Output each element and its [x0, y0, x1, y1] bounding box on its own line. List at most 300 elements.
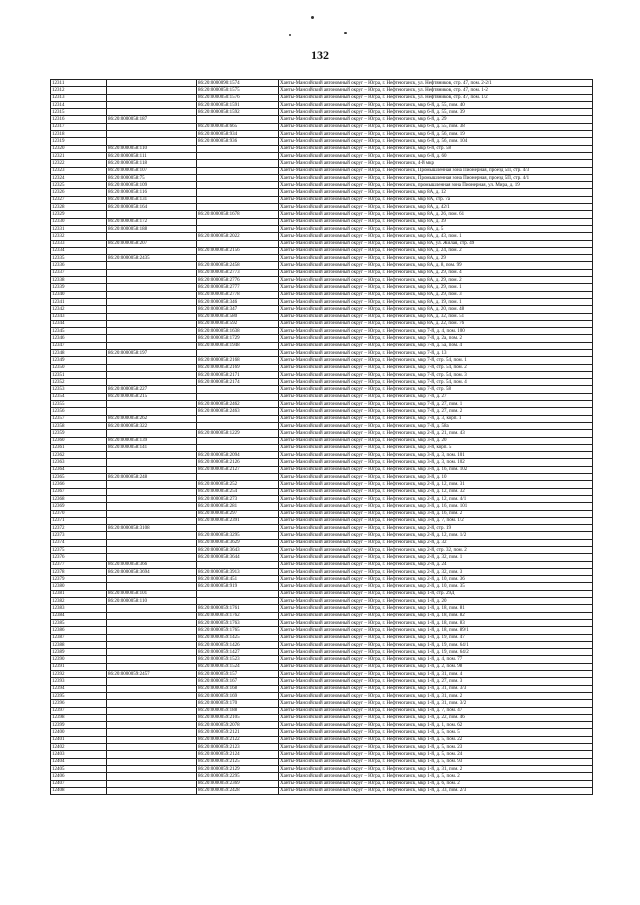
- table-row: [51, 787, 593, 794]
- room-cadastral-number-cell: 86:20:0000058:1592: [197, 109, 279, 116]
- room-cadastral-number-cell: 86:20:0000058:2458: [197, 262, 279, 269]
- cadastral-number-cell: [107, 371, 197, 378]
- address-cell: Ханты-Мансийский автономный округ – Югра, г. Нефтеюганск, мкр 1-й, д. 5, пом. 93: [279, 758, 593, 765]
- address-cell: Ханты-Мансийский автономный округ – Югра, г. Нефтеюганск, мкр 8А, д. 32, пом. 51: [279, 313, 593, 320]
- room-cadastral-number-cell: 86:20:0000058:3913: [197, 568, 279, 575]
- row-number-cell: 12340: [51, 291, 107, 298]
- address-cell: Ханты-Мансийский автономный округ – Югра, г. Нефтеюганск, мкр 8А, д. 43, пом. 1: [279, 233, 593, 240]
- address-cell: Ханты-Мансийский автономный округ – Югра, г. Нефтеюганск, мкр 7-й, д. 3, корп. 1: [279, 415, 593, 422]
- room-cadastral-number-cell: 86:20:0000058:936: [197, 138, 279, 145]
- row-number-cell: 12359: [51, 430, 107, 437]
- room-cadastral-number-cell: 86:20:0000058:2773: [197, 269, 279, 276]
- address-cell: Ханты-Мансийский автономный округ – Югра, г. Нефтеюганск, мкр 1-й, д. 18, пом. 89/1: [279, 627, 593, 634]
- address-cell: Ханты-Мансийский автономный округ – Югра, г. Нефтеюганск, мкр 1-й, д. 5, пом. 22: [279, 736, 593, 743]
- table-row: [51, 700, 593, 707]
- cadastral-number-cell: [107, 123, 197, 130]
- table-row: [51, 547, 593, 554]
- row-number-cell: 12331: [51, 225, 107, 232]
- row-number-cell: 12358: [51, 422, 107, 429]
- row-number-cell: 12402: [51, 744, 107, 751]
- cadastral-number-cell: 86:20:0000058:262: [107, 415, 197, 422]
- row-number-cell: 12394: [51, 685, 107, 692]
- cadastral-number-cell: 86:20:0000058:110: [107, 145, 197, 152]
- row-number-cell: 12350: [51, 364, 107, 371]
- cadastral-number-cell: [107, 211, 197, 218]
- row-number-cell: 12326: [51, 189, 107, 196]
- cadastral-number-cell: [107, 722, 197, 729]
- cadastral-number-cell: [107, 627, 197, 634]
- address-cell: Ханты-Мансийский автономный округ – Югра, г. Нефтеюганск, мкр 7-й, д. 13: [279, 349, 593, 356]
- table-row: [51, 641, 593, 648]
- room-cadastral-number-cell: [197, 255, 279, 262]
- address-cell: Ханты-Мансийский автономный округ – Югра, г. Нефтеюганск, мкр 8А, д. 5: [279, 225, 593, 232]
- cadastral-number-cell: 86:20:0000058:164: [107, 204, 197, 211]
- cadastral-number-cell: [107, 510, 197, 517]
- row-number-cell: 12324: [51, 174, 107, 181]
- room-cadastral-number-cell: 86:20:0000058:2127: [197, 466, 279, 473]
- row-number-cell: 12384: [51, 612, 107, 619]
- row-number-cell: 12320: [51, 145, 107, 152]
- room-cadastral-number-cell: [197, 415, 279, 422]
- address-cell: Ханты-Мансийский автономный округ – Югра, г. Нефтеюганск, мкр 7-й, д. 2а, пом. 2: [279, 335, 593, 342]
- address-cell: Ханты-Мансийский автономный округ – Югра, г. Нефтеюганск, мкр 7-й, д. 27, пом. 2: [279, 408, 593, 415]
- row-number-cell: 12329: [51, 211, 107, 218]
- room-cadastral-number-cell: 86:20:0000059:170: [197, 700, 279, 707]
- room-cadastral-number-cell: 86:20:0000058:592: [197, 320, 279, 327]
- address-cell: Ханты-Мансийский автономный округ – Югра, г. Нефтеюганск, мкр 3-й, корп. 5: [279, 444, 593, 451]
- table-row: [51, 554, 593, 561]
- room-cadastral-number-cell: [197, 218, 279, 225]
- cadastral-number-cell: 86:20:0000058:141: [107, 444, 197, 451]
- row-number-cell: 12337: [51, 269, 107, 276]
- address-cell: Ханты-Мансийский автономный округ – Югра, г. Нефтеюганск, мкр 3-й, д. 7, пом. 1/2: [279, 517, 593, 524]
- row-number-cell: 12379: [51, 576, 107, 583]
- row-number-cell: 12383: [51, 605, 107, 612]
- room-cadastral-number-cell: 86:20:0000058:2022: [197, 233, 279, 240]
- row-number-cell: 12368: [51, 495, 107, 502]
- cadastral-number-cell: 86:20:0000058:188: [107, 225, 197, 232]
- row-number-cell: 12332: [51, 233, 107, 240]
- cadastral-number-cell: [107, 678, 197, 685]
- row-number-cell: 12400: [51, 729, 107, 736]
- address-cell: Ханты-Мансийский автономный округ – Югра, г. Нефтеюганск, мкр 1-й, д. 33, пом. 2/3: [279, 787, 593, 794]
- table-row: [51, 649, 593, 656]
- registry-table: [50, 79, 593, 795]
- table-row: [51, 561, 593, 568]
- table-row: [51, 707, 593, 714]
- row-number-cell: 12336: [51, 262, 107, 269]
- address-cell: Ханты-Мансийский автономный округ – Югра, г. Нефтеюганск, мкр 6-й, д. 55, пом. 38: [279, 123, 593, 130]
- room-cadastral-number-cell: 86:20:0000058:2094: [197, 452, 279, 459]
- table-row: [51, 751, 593, 758]
- cadastral-number-cell: [107, 554, 197, 561]
- cadastral-number-cell: [107, 459, 197, 466]
- table-row: [51, 211, 593, 218]
- room-cadastral-number-cell: 86:20:0000058:2391: [197, 517, 279, 524]
- cadastral-number-cell: [107, 736, 197, 743]
- address-cell: Ханты-Мансийский автономный округ – Югра, г. Нефтеюганск, ул. Нефтяников, стр. 47, пом. 1-2: [279, 87, 593, 94]
- room-cadastral-number-cell: 86:20:0000050:1576: [197, 94, 279, 101]
- cadastral-number-cell: [107, 452, 197, 459]
- address-cell: Ханты-Мансийский автономный округ – Югра, г. Нефтеюганск, мкр 1-й, д. 1, пом. 62: [279, 722, 593, 729]
- cadastral-number-cell: [107, 685, 197, 692]
- address-cell: Ханты-Мансийский автономный округ – Югра, г. Нефтеюганск, мкр 7-й, стр. 54, пом. 1: [279, 357, 593, 364]
- row-number-cell: 12403: [51, 751, 107, 758]
- scan-speck: [289, 34, 291, 36]
- address-cell: Ханты-Мансийский автономный округ – Югра, г. Нефтеюганск, мкр 1-й, д. 31, пом. 3/3: [279, 685, 593, 692]
- address-cell: Ханты-Мансийский автономный округ – Югра, г. Нефтеюганск, мкр 6-й, д. 55, пом. 40: [279, 101, 593, 108]
- cadastral-number-cell: [107, 320, 197, 327]
- room-cadastral-number-cell: 86:20:0000058:2777: [197, 284, 279, 291]
- room-cadastral-number-cell: 86:20:0000059:168: [197, 685, 279, 692]
- table-row: [51, 481, 593, 488]
- address-cell: Ханты-Мансийский автономный округ – Югра, г. Нефтеюганск, мкр 6-й, д. 29: [279, 116, 593, 123]
- address-cell: Ханты-Мансийский автономный округ – Югра, г. Нефтеюганск, мкр 1-й, д. 5, пом. 24: [279, 751, 593, 758]
- cadastral-number-cell: 86:20:0000058:3694: [107, 568, 197, 575]
- table-row: [51, 152, 593, 159]
- cadastral-number-cell: [107, 641, 197, 648]
- row-number-cell: 12371: [51, 517, 107, 524]
- table-row: [51, 452, 593, 459]
- row-number-cell: 12351: [51, 371, 107, 378]
- cadastral-number-cell: 86:20:0000058:322: [107, 422, 197, 429]
- row-number-cell: 12352: [51, 379, 107, 386]
- table-row: [51, 320, 593, 327]
- address-cell: Ханты-Мансийский автономный округ – Югра, г. Нефтеюганск, мкр 1-й, д. 5, пом. 2: [279, 773, 593, 780]
- cadastral-number-cell: [107, 539, 197, 546]
- room-cadastral-number-cell: 86:20:0000058:451: [197, 576, 279, 583]
- table-row: [51, 722, 593, 729]
- cadastral-number-cell: [107, 269, 197, 276]
- room-cadastral-number-cell: 86:20:0000059:2124: [197, 751, 279, 758]
- table-row: [51, 262, 593, 269]
- table-row: [51, 488, 593, 495]
- cadastral-number-cell: 86:20:0000058:215: [107, 393, 197, 400]
- row-number-cell: 12353: [51, 386, 107, 393]
- room-cadastral-number-cell: [197, 474, 279, 481]
- room-cadastral-number-cell: 86:20:0000058:3643: [197, 547, 279, 554]
- table-row: [51, 109, 593, 116]
- room-cadastral-number-cell: 86:20:0000059:2295: [197, 773, 279, 780]
- table-row: [51, 269, 593, 276]
- row-number-cell: 12363: [51, 459, 107, 466]
- row-number-cell: 12382: [51, 598, 107, 605]
- room-cadastral-number-cell: 86:20:0000058:346: [197, 298, 279, 305]
- address-cell: Ханты-Мансийский автономный округ – Югра, г. Нефтеюганск, мкр 8А, д. 29, пом. 3: [279, 291, 593, 298]
- address-cell: Ханты-Мансийский автономный округ – Югра, г. Нефтеюганск, мкр 8А, д. 12: [279, 189, 593, 196]
- cadastral-number-cell: 86:20:0000058:3108: [107, 525, 197, 532]
- address-cell: Ханты-Мансийский автономный округ – Югра, г. Нефтеюганск, мкр 7-й, стр. 54, пом. 3: [279, 371, 593, 378]
- row-number-cell: 12318: [51, 131, 107, 138]
- room-cadastral-number-cell: 86:20:0000058:2174: [197, 379, 279, 386]
- row-number-cell: 12314: [51, 101, 107, 108]
- cadastral-number-cell: 86:20:0000058:187: [107, 116, 197, 123]
- row-number-cell: 12366: [51, 481, 107, 488]
- address-cell: Ханты-Мансийский автономный округ – Югра, г. Нефтеюганск, мкр 1-й, д. 18, пом. 81: [279, 605, 593, 612]
- row-number-cell: 12370: [51, 510, 107, 517]
- table-row: [51, 532, 593, 539]
- room-cadastral-number-cell: 86:20:0000059:2369: [197, 780, 279, 787]
- cadastral-number-cell: [107, 262, 197, 269]
- room-cadastral-number-cell: 86:20:0000058:580: [197, 313, 279, 320]
- room-cadastral-number-cell: [197, 349, 279, 356]
- address-cell: Ханты-Мансийский автономный округ – Югра, г. Нефтеюганск, мкр 8А, д. 20, пом. 48: [279, 306, 593, 313]
- cadastral-number-cell: [107, 131, 197, 138]
- room-cadastral-number-cell: [197, 116, 279, 123]
- cadastral-number-cell: [107, 649, 197, 656]
- room-cadastral-number-cell: 86:20:0000059:2428: [197, 787, 279, 794]
- table-row: [51, 598, 593, 605]
- table-row: [51, 196, 593, 203]
- cadastral-number-cell: [107, 401, 197, 408]
- room-cadastral-number-cell: [197, 437, 279, 444]
- address-cell: Ханты-Мансийский автономный округ – Югра, г. Нефтеюганск, мкр 1-й, д. 6, пом. 2: [279, 780, 593, 787]
- cadastral-number-cell: 86:20:0000058:116: [107, 189, 197, 196]
- address-cell: Ханты-Мансийский автономный округ – Югра, г. Нефтеюганск, мкр 2-й, д. 12, пом. 32: [279, 488, 593, 495]
- room-cadastral-number-cell: [197, 225, 279, 232]
- table-row: [51, 335, 593, 342]
- table-row: [51, 612, 593, 619]
- address-cell: Ханты-Мансийский автономный округ – Югра, г. Нефтеюганск, мкр 7-й, стр. 58: [279, 386, 593, 393]
- address-cell: Ханты-Мансийский автономный округ – Югра, г. Нефтеюганск, мкр 2-й, д. 32: [279, 539, 593, 546]
- table-row: [51, 342, 593, 349]
- row-number-cell: 12334: [51, 247, 107, 254]
- row-number-cell: 12396: [51, 700, 107, 707]
- room-cadastral-number-cell: 86:20:0000058:1678: [197, 211, 279, 218]
- table-row: [51, 744, 593, 751]
- room-cadastral-number-cell: [197, 160, 279, 167]
- address-cell: Ханты-Мансийский автономный округ – Югра, г. Нефтеюганск, мкр 7-й, д. 58а: [279, 422, 593, 429]
- row-number-cell: 12397: [51, 707, 107, 714]
- cadastral-number-cell: [107, 481, 197, 488]
- table-row: [51, 590, 593, 597]
- room-cadastral-number-cell: 86:20:0000058:2776: [197, 277, 279, 284]
- row-number-cell: 12406: [51, 773, 107, 780]
- cadastral-number-cell: [107, 277, 197, 284]
- address-cell: Ханты-Мансийский автономный округ – Югра, г. Нефтеюганск, мкр 3-й, д. 16, пом. 2: [279, 510, 593, 517]
- table-row: [51, 459, 593, 466]
- table-row: [51, 167, 593, 174]
- address-cell: Ханты-Мансийский автономный округ – Югра, г. Нефтеюганск, мкр 1-й, стр. 29Д: [279, 590, 593, 597]
- table-row: [51, 116, 593, 123]
- table-row: [51, 583, 593, 590]
- cadastral-number-cell: [107, 605, 197, 612]
- room-cadastral-number-cell: [197, 598, 279, 605]
- cadastral-number-cell: [107, 247, 197, 254]
- room-cadastral-number-cell: 86:20:0000058:919: [197, 583, 279, 590]
- table-row: [51, 306, 593, 313]
- address-cell: Ханты-Мансийский автономный округ – Югра, г. Нефтеюганск, мкр 2-й, д. 32, пом. 3: [279, 568, 593, 575]
- cadastral-number-cell: [107, 634, 197, 641]
- cadastral-number-cell: [107, 744, 197, 751]
- address-cell: Ханты-Мансийский автономный округ – Югра, г. Нефтеюганск, мкр 3-й, д. 16, пом. 101: [279, 503, 593, 510]
- table-row: [51, 174, 593, 181]
- room-cadastral-number-cell: 86:20:0000058:2126: [197, 459, 279, 466]
- address-cell: Ханты-Мансийский автономный округ – Югра, г. Нефтеюганск, мкр 2-й, д. 10, пом. 35: [279, 583, 593, 590]
- row-number-cell: 12342: [51, 306, 107, 313]
- room-cadastral-number-cell: 86:20:0000059:1524: [197, 663, 279, 670]
- cadastral-number-cell: [107, 583, 197, 590]
- row-number-cell: 12327: [51, 196, 107, 203]
- row-number-cell: 12311: [51, 80, 107, 87]
- address-cell: Ханты-Мансийский автономный округ – Югра, г. Нефтеюганск, 4-й мкр: [279, 160, 593, 167]
- address-cell: Ханты-Мансийский автономный округ – Югра, г. Нефтеюганск, мкр 2-й, д. 32, пом. 1: [279, 554, 593, 561]
- row-number-cell: 12391: [51, 663, 107, 670]
- cadastral-number-cell: 86:20:0000058:248: [107, 474, 197, 481]
- cadastral-number-cell: 86:20:0000058:227: [107, 386, 197, 393]
- cadastral-number-cell: [107, 714, 197, 721]
- row-number-cell: 12399: [51, 722, 107, 729]
- address-cell: Ханты-Мансийский автономный округ – Югра, г. Нефтеюганск, мкр 2-й, д. 21, пом. 43: [279, 430, 593, 437]
- room-cadastral-number-cell: [197, 393, 279, 400]
- room-cadastral-number-cell: [197, 196, 279, 203]
- address-cell: Ханты-Мансийский автономный округ – Югра, г. Нефтеюганск, мкр 7-й, стр. 54, пом. 4: [279, 379, 593, 386]
- cadastral-number-cell: [107, 291, 197, 298]
- row-number-cell: 12381: [51, 590, 107, 597]
- cadastral-number-cell: 86:20:0000058:2435: [107, 255, 197, 262]
- cadastral-number-cell: [107, 101, 197, 108]
- table-row: [51, 386, 593, 393]
- table-row: [51, 408, 593, 415]
- row-number-cell: 12325: [51, 182, 107, 189]
- address-cell: Ханты-Мансийский автономный округ – Югра, г. Нефтеюганск, мкр 3-й, д. 20: [279, 437, 593, 444]
- table-row: [51, 619, 593, 626]
- address-cell: Ханты-Мансийский автономный округ – Югра, г. Нефтеюганск, мкр 6-й, д. 56, пом. 104: [279, 138, 593, 145]
- row-number-cell: 12315: [51, 109, 107, 116]
- room-cadastral-number-cell: [197, 182, 279, 189]
- address-cell: Ханты-Мансийский автономный округ – Югра, г. Нефтеюганск, мкр 8А, д. 29, пом. 1: [279, 284, 593, 291]
- table-row: [51, 539, 593, 546]
- row-number-cell: 12373: [51, 532, 107, 539]
- room-cadastral-number-cell: 86:20:0000058:254: [197, 488, 279, 495]
- room-cadastral-number-cell: 86:20:0000058:347: [197, 306, 279, 313]
- table-row: [51, 503, 593, 510]
- room-cadastral-number-cell: [197, 590, 279, 597]
- room-cadastral-number-cell: 86:20:0000059:2125: [197, 758, 279, 765]
- table-row: [51, 437, 593, 444]
- address-cell: Ханты-Мансийский автономный округ – Югра, г. Нефтеюганск, мкр 8А, д. 29, пом. 4: [279, 269, 593, 276]
- cadastral-number-cell: [107, 342, 197, 349]
- table-row: [51, 634, 593, 641]
- room-cadastral-number-cell: 86:20:0000058:1729: [197, 335, 279, 342]
- cadastral-number-cell: [107, 466, 197, 473]
- table-row: [51, 568, 593, 575]
- table-row: [51, 714, 593, 721]
- address-cell: Ханты-Мансийский автономный округ – Югра, г. Нефтеюганск, мкр 2-й, д. 24: [279, 561, 593, 568]
- cadastral-number-cell: 86:20:0000058:111: [107, 152, 197, 159]
- cadastral-number-cell: 86:20:0000058:75: [107, 174, 197, 181]
- cadastral-number-cell: [107, 758, 197, 765]
- address-cell: Ханты-Мансийский автономный округ – Югра, г. Нефтеюганск, мкр 1-й, д. 31, пом. 3/2: [279, 700, 593, 707]
- cadastral-number-cell: [107, 357, 197, 364]
- table-row: [51, 525, 593, 532]
- address-cell: Ханты-Мансийский автономный округ – Югра, г. Нефтеюганск, промышленная зона Пионерная, ул. Мира, д. 19: [279, 182, 593, 189]
- room-cadastral-number-cell: [197, 422, 279, 429]
- address-cell: Ханты-Мансийский автономный округ – Югра, г. Нефтеюганск, мкр 2-й, стр. 32, пом. 2: [279, 547, 593, 554]
- address-cell: Ханты-Мансийский автономный округ – Югра, г. Нефтеюганск, мкр 8А, д. 42/1: [279, 204, 593, 211]
- room-cadastral-number-cell: [197, 561, 279, 568]
- row-number-cell: 12388: [51, 641, 107, 648]
- registry-table-body: [51, 80, 593, 795]
- room-cadastral-number-cell: 86:20:0000058:2462: [197, 401, 279, 408]
- table-row: [51, 218, 593, 225]
- table-row: [51, 328, 593, 335]
- room-cadastral-number-cell: [197, 240, 279, 247]
- address-cell: Ханты-Мансийский автономный округ – Югра, г. Нефтеюганск, мкр 1-й, д. 31, пом. 4: [279, 671, 593, 678]
- cadastral-number-cell: [107, 532, 197, 539]
- room-cadastral-number-cell: 86:20:0000058:665: [197, 123, 279, 130]
- address-cell: Ханты-Мансийский автономный округ – Югра, г. Нефтеюганск, мкр 8А, стр. 7а: [279, 196, 593, 203]
- cadastral-number-cell: 86:20:0000058:107: [107, 167, 197, 174]
- address-cell: Ханты-Мансийский автономный округ – Югра, г. Нефтеюганск, мкр 8А, д. 39: [279, 218, 593, 225]
- address-cell: Ханты-Мансийский автономный округ – Югра, г. Нефтеюганск, мкр 1-й, д. 7, пом. 47: [279, 707, 593, 714]
- cadastral-number-cell: [107, 379, 197, 386]
- row-number-cell: 12348: [51, 349, 107, 356]
- row-number-cell: 12362: [51, 452, 107, 459]
- address-cell: Ханты-Мансийский автономный округ – Югра, г. Нефтеюганск, мкр 7-й, д. 5а, пом. 4: [279, 342, 593, 349]
- cadastral-number-cell: [107, 284, 197, 291]
- table-row: [51, 685, 593, 692]
- room-cadastral-number-cell: 86:20:0000058:934: [197, 131, 279, 138]
- table-row: [51, 277, 593, 284]
- address-cell: Ханты-Мансийский автономный округ – Югра, г. Нефтеюганск, мкр 1-й, д. 27, пом. 3: [279, 678, 593, 685]
- row-number-cell: 12401: [51, 736, 107, 743]
- cadastral-number-cell: [107, 306, 197, 313]
- table-row: [51, 430, 593, 437]
- table-row: [51, 495, 593, 502]
- room-cadastral-number-cell: [197, 444, 279, 451]
- address-cell: Ханты-Мансийский автономный округ – Югра, г. Нефтеюганск, Промышленная зона Пионерная, проезд 5П, стр. 4/1: [279, 174, 593, 181]
- address-cell: Ханты-Мансийский автономный округ – Югра, г. Нефтеюганск, мкр 1-й, д. 19, пом. 47: [279, 634, 593, 641]
- room-cadastral-number-cell: 86:20:0000059:1761: [197, 605, 279, 612]
- table-row: [51, 773, 593, 780]
- cadastral-number-cell: [107, 751, 197, 758]
- room-cadastral-number-cell: 86:20:0000059:1426: [197, 641, 279, 648]
- row-number-cell: 12378: [51, 568, 107, 575]
- address-cell: Ханты-Мансийский автономный округ – Югра, г. Нефтеюганск, мкр 1-й, д. 18, пом. 83: [279, 619, 593, 626]
- row-number-cell: 12343: [51, 313, 107, 320]
- table-row: [51, 393, 593, 400]
- cadastral-number-cell: 86:20:0000058:207: [107, 240, 197, 247]
- table-row: [51, 189, 593, 196]
- row-number-cell: 12344: [51, 320, 107, 327]
- table-row: [51, 656, 593, 663]
- row-number-cell: 12349: [51, 357, 107, 364]
- cadastral-number-cell: 86:20:0000058:197: [107, 349, 197, 356]
- cadastral-number-cell: [107, 692, 197, 699]
- table-row: [51, 422, 593, 429]
- table-row: [51, 510, 593, 517]
- cadastral-number-cell: [107, 547, 197, 554]
- address-cell: Ханты-Мансийский автономный округ – Югра, г. Нефтеюганск, мкр 1-й, д. 22, пом. 46: [279, 714, 593, 721]
- row-number-cell: 12317: [51, 123, 107, 130]
- table-row: [51, 627, 593, 634]
- table-row: [51, 138, 593, 145]
- row-number-cell: 12338: [51, 277, 107, 284]
- row-number-cell: 12377: [51, 561, 107, 568]
- table-row: [51, 204, 593, 211]
- room-cadastral-number-cell: 86:20:0000058:1229: [197, 430, 279, 437]
- cadastral-number-cell: [107, 298, 197, 305]
- table-row: [51, 729, 593, 736]
- cadastral-number-cell: [107, 408, 197, 415]
- room-cadastral-number-cell: 86:20:0000058:3644: [197, 554, 279, 561]
- address-cell: Ханты-Мансийский автономный округ – Югра, г. Нефтеюганск, мкр 1-й, д. 2, пом. 98: [279, 663, 593, 670]
- address-cell: Ханты-Мансийский автономный округ – Югра, г. Нефтеюганск, мкр 8А, д. 8, пом. 99: [279, 262, 593, 269]
- room-cadastral-number-cell: [197, 204, 279, 211]
- row-number-cell: 12395: [51, 692, 107, 699]
- room-cadastral-number-cell: [197, 189, 279, 196]
